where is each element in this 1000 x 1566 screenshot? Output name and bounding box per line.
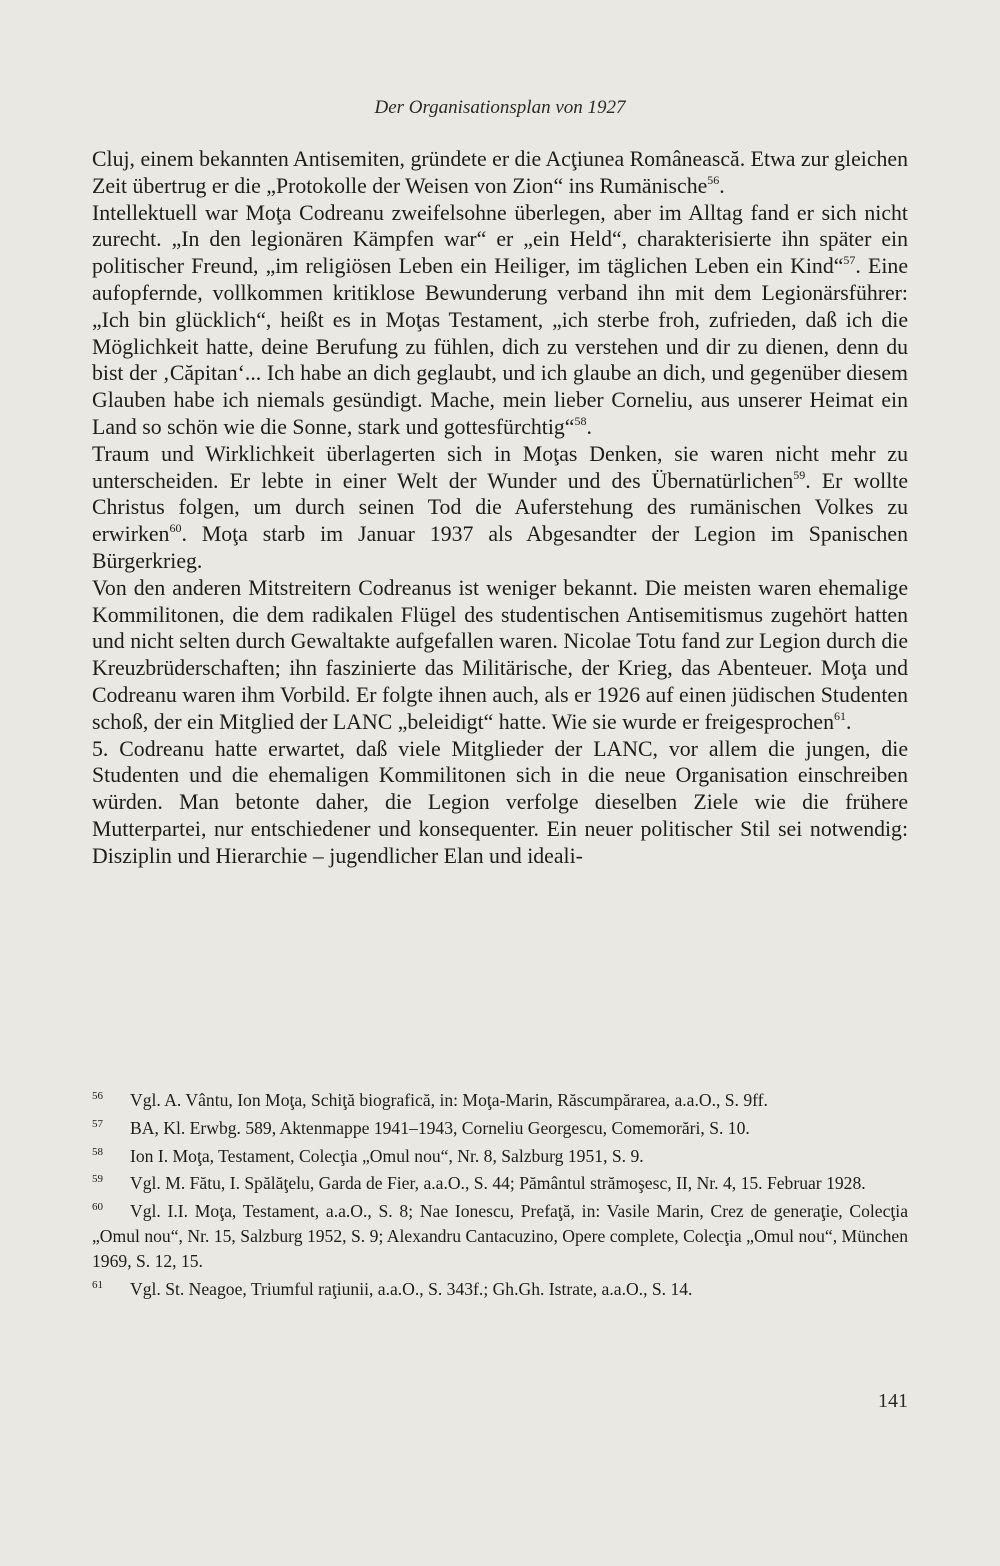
footnote-ref-59: 59 xyxy=(793,467,806,482)
footnote-ref-56: 56 xyxy=(707,172,720,187)
paragraph-4: Von den anderen Mitstreitern Codreanus ist weniger bekannt. Die meisten waren ehemalige Kommilitonen, die dem radikalen Flügel des studentischen Antisemitismus zugehört hatten und nicht selten durch Gewaltakte aufgefallen waren. Nicolae Totu fand zur Legion durch die Kreuzbrüderschaften; ihn faszinierte das Militärische, der Krieg, das Abenteuer. Moţa und Codreanu waren ihm Vorbild. Er folgte ihnen auch, als er 1926 auf einen jüdischen Studenten schoß, der ein Mitglied der LANC „beleidigt“ hatte. Wie sie wurde er freigesprochen$^{61}$. xyxy=(92,575,908,734)
footnote-text: Vgl. St. Neagoe, Triumful raţiunii, a.a.O., S. 343f.; Gh.Gh. Istrate, a.a.O., S. 14. xyxy=(130,1278,693,1299)
footnotes xyxy=(92,1088,908,1304)
running-head: Der Organisationsplan von 1927 xyxy=(374,97,626,118)
body-text xyxy=(92,146,908,870)
footnote-ref-60: 60 xyxy=(169,521,182,536)
footnote-ref-57: 57 xyxy=(843,253,856,268)
footnote-text: Vgl. M. Fătu, I. Spălăţelu, Garda de Fier, a.a.O., S. 44; Pământul strămoşesc, II, Nr. 4, 15. Februar 1928. xyxy=(130,1173,866,1194)
paragraph-2: Intellektuell war Moţa Codreanu zweifelsohne überlegen, aber im Alltag fand er sich nicht zurecht. „In den legionären Kämpfen war“ er „ein Held“, charakterisierte ihn später ein politischer Freund, „im religiösen Leben ein Heiliger, im täglichen Leben ein Kind“$^{57}$. Eine aufopfernde, vollkommen kritiklose Bewunderung verband ihn mit dem Legionärsführer: „Ich bin glücklich“, heißt es in Moţas Testament, „ich sterbe froh, zufrieden, daß ich die Möglichkeit hatte, deine Berufung zu fühlen, dich zu verstehen und dir zu dienen, denn du bist der ‚Căpitan‘... Ich habe an dich geglaubt, und ich glaube an dich, und gegenüber diesem Glauben habe ich niemals gesündigt. Mache, mein lieber Corneliu, aus unserer Heimat ein Land so schön wie die Sonne, stark und gottesfürchtig“$^{58}$. xyxy=(92,200,909,439)
footnote-text: Ion I. Moţa, Testament, Colecţia „Omul nou“, Nr. 8, Salzburg 1951, S. 9. xyxy=(130,1145,644,1166)
footnote: 61 Vgl. St. Neagoe, Triumful raţiunii, a.a.O., S. 343f.; Gh.Gh. Istrate, a.a.O., S. 14. xyxy=(92,1278,693,1299)
footnote: 60 Vgl. I.I. Moţa, Testament, a.a.O., S. 8; Nae Ionescu, Prefaţă, in: Vasile Marin, Crez de generaţie, Colecţia „Omul nou“, Nr. 15, Salzburg 1952, S. 9; Alexandru Cantacuzino, Opere complete, Colecţia „Omul nou“, München 1969, S. 12, 15. xyxy=(92,1201,908,1271)
footnote: 59 Vgl. M. Fătu, I. Spălăţelu, Garda de Fier, a.a.O., S. 44; Pământul strămoşesc, II, Nr. 4, 15. Februar 1928. xyxy=(92,1173,866,1194)
footnote: 57 BA, Kl. Erwbg. 589, Aktenmappe 1941–1943, Corneliu Georgescu, Comemorări, S. 10. xyxy=(92,1117,750,1138)
paragraph-1: Cluj, einem bekannten Antisemiten, gründete er die Acţiunea Românească. Etwa zur gleichen Zeit übertrug er die „Protokolle der Weisen von Zion“ ins Rumänische$^{56}$. xyxy=(92,147,908,198)
page-number: 141 xyxy=(878,1390,908,1412)
paragraph-5: 5. Codreanu hatte erwartet, daß viele Mitglieder der LANC, vor allem die jungen, die Studenten und die ehemaligen Kommilitonen sich in die neue Organisation einschreiben würden. Man betonte daher, die Legion verfolge dieselben Ziele wie die frühere Mutterpartei, nur entschiedener und konsequenter. Ein neuer politischer Stil sei notwendig: Disziplin und Hierarchie – jugendlicher Elan und ideali- xyxy=(92,736,908,868)
paragraph-3: Traum und Wirklichkeit überlagerten sich in Moţas Denken, sie waren nicht mehr zu unterscheiden. Er lebte in einer Welt der Wunder und des Übernatürlichen$^{59}$. Er wollte Christus folgen, um durch seinen Tod die Auferstehung des rumänischen Volkes zu erwirken$^{60}$. Moţa starb im Januar 1937 als Abgesandter der Legion im Spanischen Bürgerkrieg. xyxy=(92,441,908,573)
footnote-text: BA, Kl. Erwbg. 589, Aktenmappe 1941–1943, Corneliu Georgescu, Comemorări, S. 10. xyxy=(130,1117,750,1138)
footnote-text: Vgl. I.I. Moţa, Testament, a.a.O., S. 8; Nae Ionescu, Prefaţă, in: Vasile Marin, Crez de generaţie, Colecţia „Omul nou“, Nr. 15, Salzburg 1952, S. 9; Alexandru Cantacuzino, Opere complete, Colecţia „Omul nou“, München 1969, S. 12, 15. xyxy=(92,1201,908,1271)
footnote: 56 Vgl. A. Vântu, Ion Moţa, Schiţă biografică, in: Moţa-Marin, Răscumpărarea, a.a.O., S. 9ff. xyxy=(92,1090,768,1110)
footnote-text: Vgl. A. Vântu, Ion Moţa, Schiţă biografică, in: Moţa-Marin, Răscumpărarea, a.a.O., S. 9ff. xyxy=(130,1090,768,1110)
footnote-ref-61: 61 xyxy=(833,708,846,723)
footnote-ref-58: 58 xyxy=(574,413,587,428)
footnote: 58 Ion I. Moţa, Testament, Colecţia „Omul nou“, Nr. 8, Salzburg 1951, S. 9. xyxy=(92,1145,644,1166)
